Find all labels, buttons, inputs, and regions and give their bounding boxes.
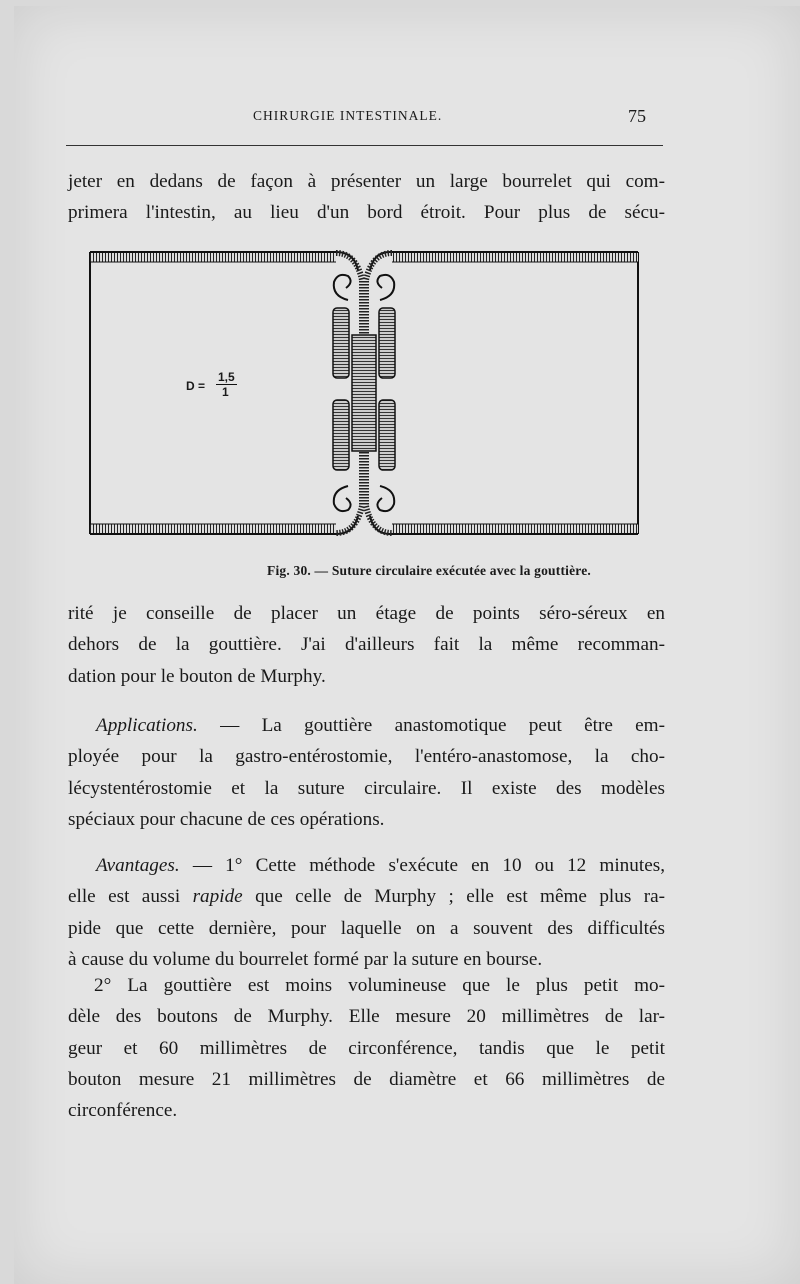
text-line: dehors de la gouttière. J'ai d'ailleurs fait la même recomman- [68,634,665,656]
text-line: pide que cette dernière, pour laquelle on a souvent des difficultés [68,917,665,939]
page-number: 75 [628,106,646,126]
paragraph-4 [68,850,665,975]
text-line: geur et 60 millimètres de circonférence, tandis que le petit [68,1037,665,1059]
text-line [68,850,665,881]
figure-caption-text: Fig. 30. — Suture circulaire exécutée avec la gouttière. [267,563,591,578]
text-line: 2° La gouttière est moins volumineuse que le plus petit mo- [94,975,665,996]
text-span: que celle de Murphy ; elle est même plus ra- [242,886,665,908]
text-line: primera l'intestin, au lieu d'un bord étroit. Pour plus de sécu- [68,202,665,224]
paragraph-2 [68,598,665,692]
running-title: CHIRURGIE INTESTINALE. [253,108,443,123]
text-line: dèle des boutons de Murphy. Elle mesure 20 millimètres de lar- [68,1006,665,1028]
applications-heading: Applications. [96,715,198,736]
text-line: bouton mesure 21 millimètres de diamètre et 66 millimètres de [68,1068,665,1090]
formula-denominator: 1 [222,385,229,399]
avantages-heading: Avantages. [96,855,180,876]
text-span: — La gouttière anastomotique peut être em- [197,715,665,736]
figure-suture-diagram [86,240,642,546]
paragraph-5 [68,970,665,1126]
text-line: ployée pour la gastro-entérostomie, l'entéro-anastomose, la cho- [68,746,665,768]
text-line: jeter en dedans de façon à présenter un large bourrelet qui com- [68,171,665,192]
emphasis-rapide: rapide [192,886,243,908]
text-line: à cause du volume du bourrelet formé par la suture en bourse. [68,948,543,970]
formula-lhs: D = [186,379,206,393]
suture-illustration [86,240,642,546]
text-line: dation pour le bouton de Murphy. [68,665,326,687]
paragraph-1 [68,166,665,229]
text-line [68,881,665,912]
paragraph-3 [68,710,665,835]
text-line [68,710,665,741]
text-line: circonférence. [68,1100,178,1122]
formula-numerator: 1,5 [218,370,235,384]
text-line: rité je conseille de placer un étage de points séro-séreux en [68,603,665,624]
text-line: lécystentérostomie et la suture circulaire. Il existe des modèles [68,777,665,799]
header-rule [66,145,663,146]
running-header [0,106,800,130]
figure-caption [0,563,800,579]
text-span: — 1° Cette méthode s'exécute en 10 ou 12 minutes, [179,855,665,876]
text-span: elle est aussi [68,886,193,908]
text-line: spéciaux pour chacune de ces opérations. [68,808,385,830]
